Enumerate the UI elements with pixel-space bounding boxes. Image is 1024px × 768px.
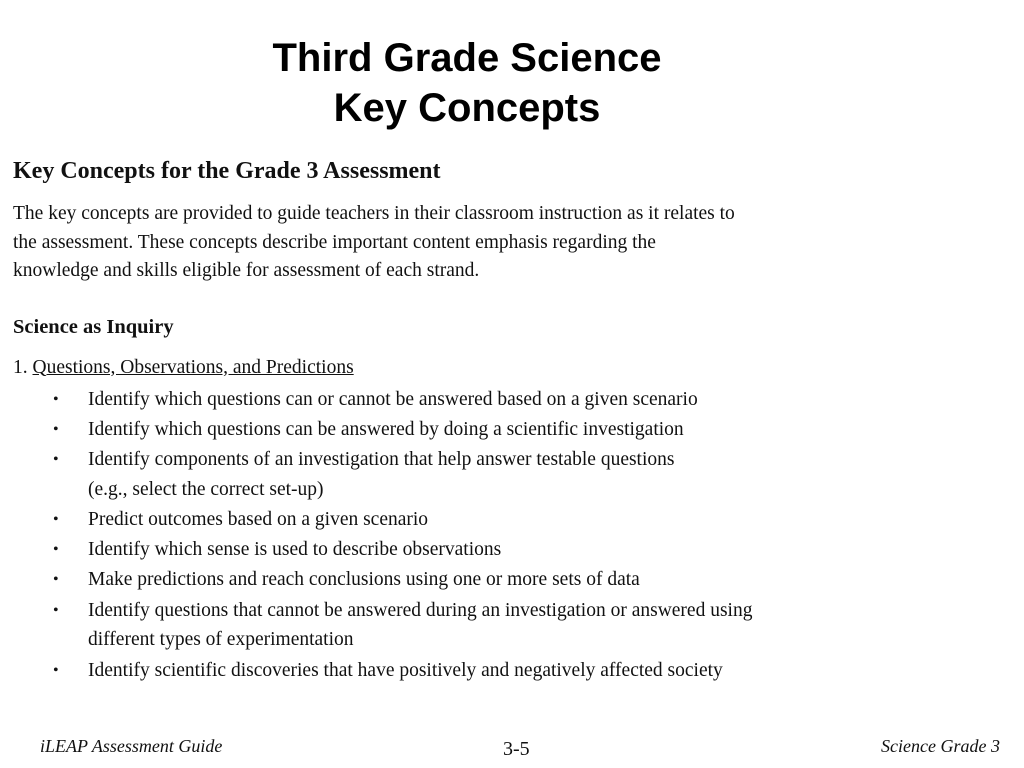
list-item-text: Predict outcomes based on a given scenario: [88, 508, 429, 530]
subsection-heading: [13, 354, 1003, 382]
list-item: [13, 565, 1003, 595]
footer-guide-name: iLEAP Assessment Guide: [40, 736, 223, 756]
list-item: [13, 596, 1003, 655]
list-item: [13, 535, 1003, 565]
slide-title: [0, 33, 934, 133]
list-item-text: Identify questions that cannot be answered during an investigation or answered using: [88, 599, 753, 621]
intro-paragraph: [13, 200, 1003, 286]
list-item: [13, 415, 1003, 445]
list-item-text: Identify which questions can be answered by doing a scientific investigation: [88, 418, 684, 440]
slide-title-line-2: Key Concepts: [333, 86, 601, 130]
bullet-icon: •: [53, 510, 59, 528]
bullet-icon: •: [53, 451, 59, 469]
list-item-text-continued: different types of experimentation: [88, 629, 354, 651]
list-item-text-continued: (e.g., select the correct set-up): [88, 478, 324, 500]
intro-line: The key concepts are provided to guide teachers in their classroom instruction as it relates to: [13, 203, 735, 224]
bullet-icon: •: [53, 541, 59, 559]
list-item: [13, 385, 1003, 415]
slide-title-line-1: Third Grade Science: [272, 36, 662, 80]
list-item-text: Make predictions and reach conclusions using one or more sets of data: [88, 569, 640, 591]
list-item-text: Identify scientific discoveries that have positively and negatively affected society: [88, 659, 723, 681]
bullet-icon: •: [53, 571, 59, 589]
intro-line: the assessment. These concepts describe important content emphasis regarding the: [13, 231, 656, 253]
document-heading: Key Concepts for the Grade 3 Assessment: [13, 158, 441, 184]
bullet-icon: •: [53, 390, 59, 408]
list-item: [13, 445, 1003, 504]
list-item-text: Identify which questions can or cannot be answered based on a given scenario: [88, 388, 698, 410]
intro-line: knowledge and skills eligible for assessment of each strand.: [13, 260, 480, 281]
bullet-icon: •: [53, 601, 59, 619]
subsection-title: Questions, Observations, and Predictions: [32, 356, 354, 378]
list-item: [13, 505, 1003, 535]
key-concept-list: [13, 385, 1003, 686]
document-excerpt: [13, 154, 1003, 686]
list-item-text: Identify which sense is used to describe observations: [88, 539, 502, 561]
section-heading: Science as Inquiry: [13, 315, 174, 338]
list-item: [13, 656, 1003, 686]
page-footer: [0, 736, 1024, 764]
bullet-icon: •: [53, 661, 59, 679]
subsection-number: 1.: [13, 356, 28, 378]
footer-page-number: 3-5: [503, 738, 530, 760]
list-item-text: Identify components of an investigation that help answer testable questions: [88, 449, 675, 471]
footer-subject: Science Grade 3: [881, 736, 1000, 756]
bullet-icon: •: [53, 420, 59, 438]
